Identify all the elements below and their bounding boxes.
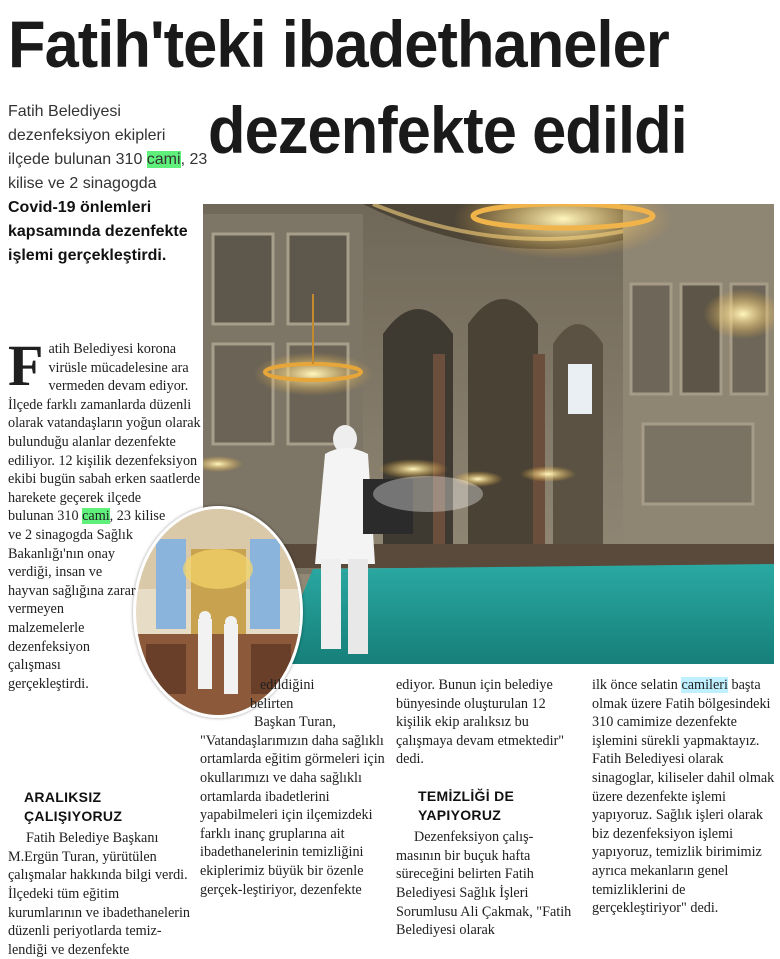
col1-highlight: cami	[82, 508, 110, 525]
col2-line-b: belirten	[250, 695, 294, 712]
lead-text-1: Fatih Belediyesi dezenfeksiyon ekipleri ilçede bulunan 310	[8, 103, 166, 168]
lead-highlight: cami	[146, 151, 181, 168]
col3-paragraph-2: Dezenfeksiyon çalış-masının bir buçuk hafta süreceğini belirten Fatih Belediyesi Sağlık İşleri Sorumlusu Ali Çakmak, "Fatih Belediyesi olarak	[396, 829, 572, 939]
column-2	[200, 676, 386, 899]
col4-highlight: camileri	[681, 677, 728, 693]
col4-paragraph	[592, 676, 776, 918]
column-1-bottom	[8, 788, 194, 959]
col1-paragraph-2: Fatih Belediye Başkanı M.Ergün Turan, yürütülen çalışmalar hakkında bilgi verdi. İlçedeki tüm eğitim kurumlarının ve ibadethanelerin düzenli periyotlarda temiz-lendiği ve dezenfekte	[8, 830, 191, 958]
column-3	[396, 676, 578, 940]
headline-line-1: Fatih'teki ibadethaneler	[8, 7, 669, 81]
col4-text-2: başta olmak üzere Fatih bölgesindeki 310 camimize dezenfekte işlemini sürekli yapmaktayız. Fatih Belediyesi olarak sinagoglar, kiliseler dahil olmak üzere dezenfekte işlemi yapıyoruz. Sağlık işleri olarak biz dezenfeksiyon işlemi yapıyoruz, temizlik birimimiz ayrıca mekanların genel temizliklerini de gerçekleştiriyor" dedi.	[592, 677, 775, 917]
lead-paragraph	[8, 100, 208, 268]
lead-bold: Covid-19 önlemleri kapsamında dezenfekte işlemi gerçekleştirdi.	[8, 199, 188, 264]
col4-text-1: ilk önce selatin	[592, 677, 682, 693]
col2-paragraph: "Vatandaşlarımızın daha sağlıklı ortamlarda eğitim görmeleri için okullarımızı ve daha sağlıklı ortamlarda ibadetlerini yapabilmeleri için ilçemizdeki farklı inanç gruplarına ait ibadethanelerinin temizliğini ekiplerimiz büyük bir özenle gerçek-leştiriyor, dezenfekte	[200, 732, 385, 898]
col3-paragraph-1: ediyor. Bunun için belediye bünyesinde oluşturulan 12 kişilik ekip aralıksız bu çalışmaya devam etmektedir" dedi.	[396, 677, 565, 768]
dropcap: F	[8, 333, 44, 398]
col1-text: atih Belediyesi korona virüsle mücadelesine ara vermeden devam ediyor. İlçede farklı zamanlarda düzenli olarak vatandaşların yoğun olarak bulunduğu alanlar dezenfekte ediliyor. 12 kişilik dezenfeksiyon ekibi bugün sabah erken saatlerde harekete geçerek ilçede bulunan 310	[8, 341, 201, 525]
column-4	[592, 676, 776, 918]
col2-line-a: edildiğini	[260, 677, 315, 693]
subhead-temizligi: TEMİZLİĞİ DE YAPIYORUZ	[418, 787, 515, 823]
col2-line-c: Başkan Turan,	[254, 714, 336, 731]
headline-line-2: dezenfekte edildi	[208, 93, 687, 167]
col1-text-tail: , 23 kilise ve 2 sinagogda Sağlık Bakanlığı'nın onay verdiği, insan ve hayvan sağlığına zarar vermeyen malzemelerle dezenfeksiyon çalışması gerçekleştirdi.	[8, 508, 166, 692]
lead-text-2: , 23 kilise ve 2 sinagogda	[8, 151, 208, 192]
subhead-araliksiz: ARALIKSIZ ÇALIŞIYORUZ	[24, 789, 123, 824]
